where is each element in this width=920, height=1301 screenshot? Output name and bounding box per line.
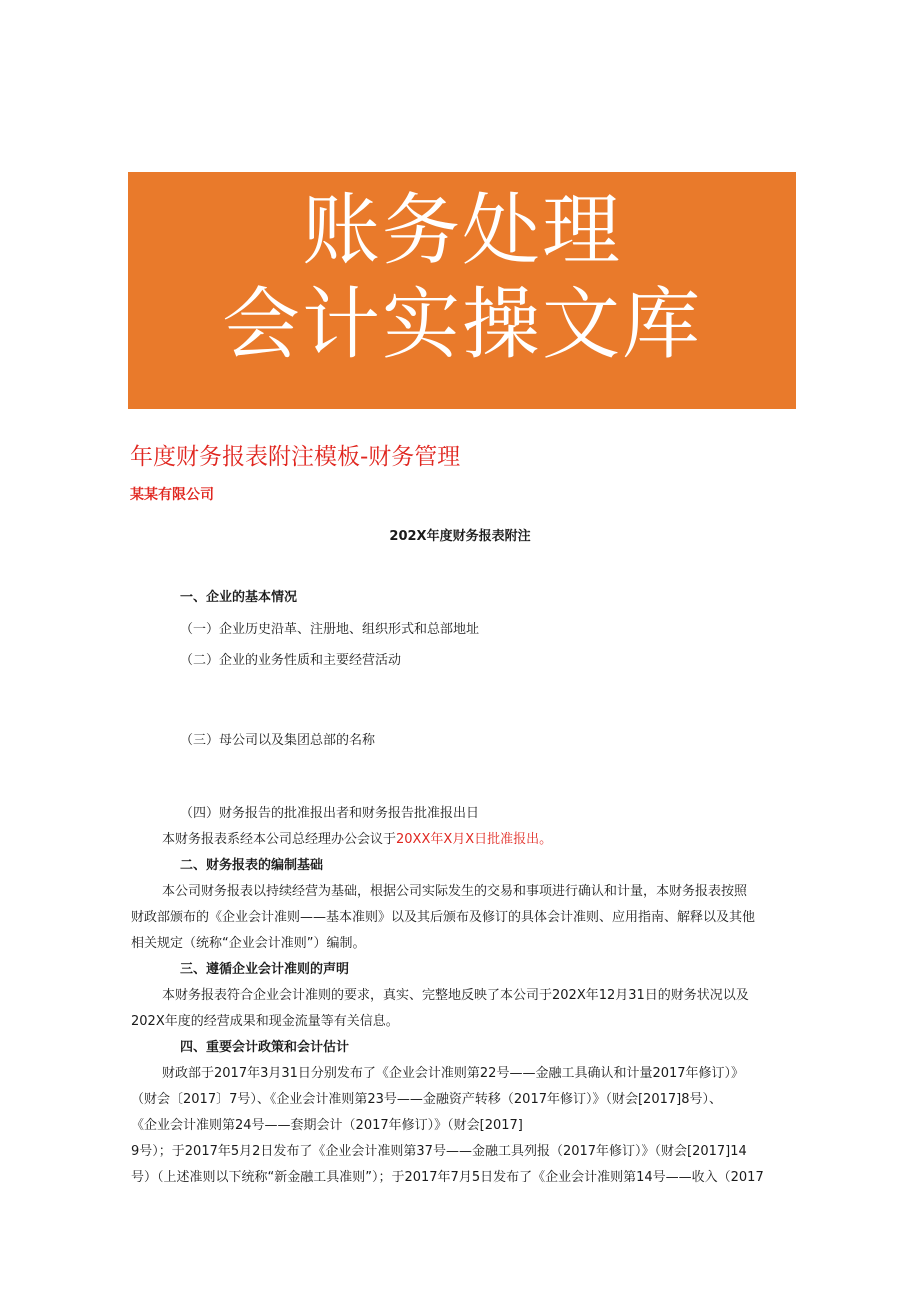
section-4-heading: 四、重要会计政策和会计估计 (180, 1040, 350, 1055)
section-2-heading: 二、财务报表的编制基础 (180, 858, 324, 873)
section-1-item-4: （四）财务报告的批准报出者和财务报告批准报出日 (180, 806, 480, 821)
company-name: 某某有限公司 (130, 487, 214, 503)
section-4-para-line-4: 9号）；于2017年5月2日发布了《企业会计准则第37号——金融工具列报（2017年修订）》（财会[2017]14 (131, 1144, 747, 1159)
section-3-para-line-2: 202X年度的经营成果和现金流量等有关信息。 (131, 1014, 399, 1029)
approval-date: 20XX年X月X日批准报出。 (396, 832, 553, 847)
section-4-para-line-2: （财会〔2017〕7号）、《企业会计准则第23号——金融资产转移（2017年修订）》（财会[2017]8号）、 (131, 1092, 722, 1107)
section-2-para-line-1: 本公司财务报表以持续经营为基础，根据公司实际发生的交易和事项进行确认和计量，本财务报表按照 (162, 884, 748, 899)
approval-paragraph (162, 830, 552, 850)
approval-text: 本财务报表系经本公司总经理办公会议于 (162, 832, 397, 847)
section-1-item-2: （二）企业的业务性质和主要经营活动 (180, 653, 402, 668)
section-4-para-line-3: 《企业会计准则第24号——套期会计（2017年修订）》（财会[2017] (131, 1118, 523, 1133)
section-3-heading: 三、遵循企业会计准则的声明 (180, 962, 350, 977)
section-4-para-line-1: 财政部于2017年3月31日分别发布了《企业会计准则第22号——金融工具确认和计量2017年修订）》 (162, 1066, 745, 1081)
banner-title-line-1: 账务处理 (301, 186, 622, 276)
section-1-heading: 一、企业的基本情况 (180, 590, 298, 605)
cover-banner (128, 172, 796, 409)
section-2-para-line-2: 财政部颁布的《企业会计准则——基本准则》以及其后颁布及修订的具体会计准则、应用指南、解释以及其他 (131, 910, 756, 925)
section-4-para-line-5: 号）（上述准则以下统称“新金融工具准则”）；于2017年7月5日发布了《企业会计准则第14号——收入（2017 (131, 1170, 764, 1185)
section-1-item-1: （一）企业历史沿革、注册地、组织形式和总部地址 (180, 622, 480, 637)
section-2-para-line-3: 相关规定（统称“企业会计准则”）编制。 (131, 936, 366, 951)
report-title: 202X年度财务报表附注 (389, 529, 531, 544)
banner-title-line-2: 会计实操文库 (221, 280, 702, 370)
section-3-para-line-1: 本财务报表符合企业会计准则的要求，真实、完整地反映了本公司于202X年12月31日的财务状况以及 (162, 988, 749, 1003)
section-1-item-3: （三）母公司以及集团总部的名称 (180, 733, 376, 748)
document-title: 年度财务报表附注模板-财务管理 (130, 444, 461, 470)
